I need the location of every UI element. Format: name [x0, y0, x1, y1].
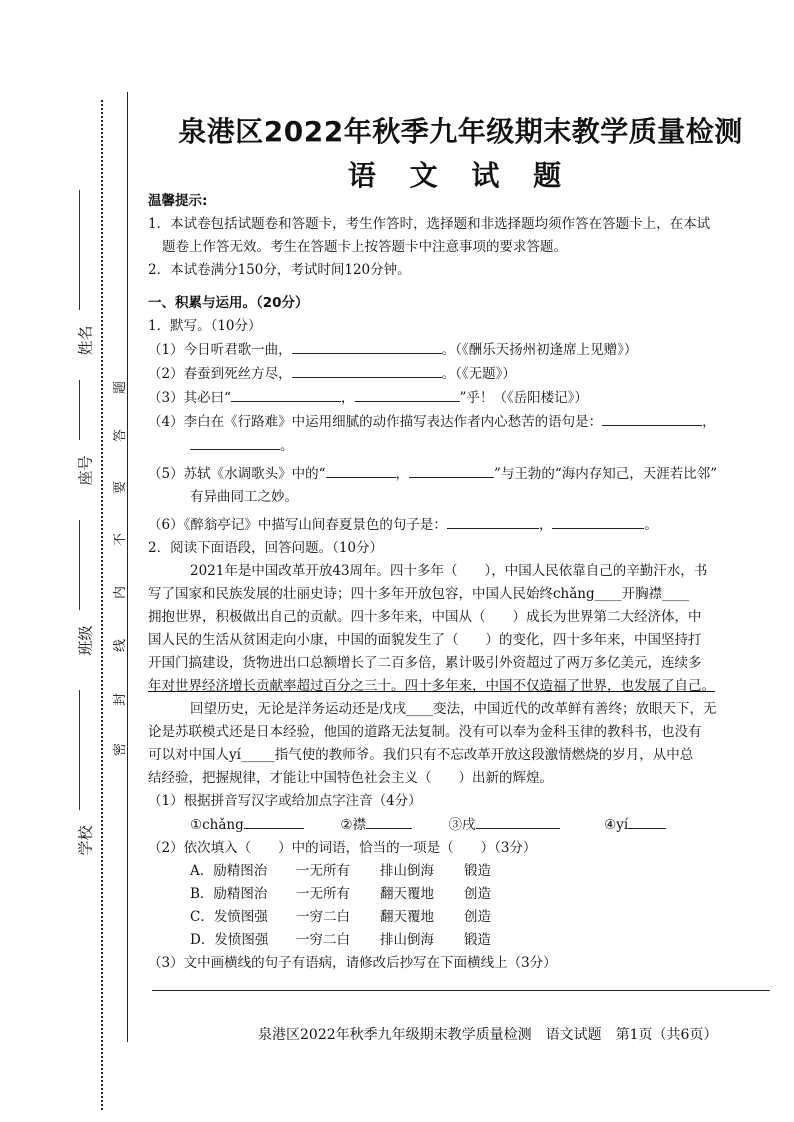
field-class[interactable]: 班级	[56, 520, 96, 670]
question-2-stem: 2．阅读下面语段，回答问题。（10分）	[148, 540, 384, 556]
field-seat[interactable]: 座号	[56, 380, 96, 510]
answer-line[interactable]	[152, 990, 770, 991]
seal-char: 内	[113, 585, 129, 600]
answer-blank[interactable]	[409, 462, 494, 478]
seal-char: 封	[113, 692, 129, 707]
underlined-sentence: 年对世界经济增长贡献率超过百分之三十。四十多年来，中国不仅造福了世界，也发展了自己。	[148, 678, 715, 694]
field-school[interactable]: 学校	[56, 690, 96, 870]
section-heading: 一、积累与运用。（20分）	[148, 295, 309, 311]
answer-blank[interactable]	[476, 813, 560, 829]
answer-blank[interactable]	[447, 513, 539, 529]
page-footer: 泉港区2022年秋季九年级期末教学质量检测 语文试题 第1页（共6页）	[258, 1027, 718, 1043]
option-a[interactable]: A．励精图治 一无所有 排山倒海 锻造	[190, 863, 491, 879]
answer-blank[interactable]	[602, 410, 702, 426]
q1-item-3: （3）其必曰“ ， ”乎！（《岳阳楼记》）	[148, 386, 773, 410]
answer-blank[interactable]	[552, 513, 644, 529]
pinyin-answers: ①chǎng ②襟 ③戌 ④yí	[148, 813, 773, 837]
q2-sub3: （3）文中画横线的句子有语病，请修改后抄写在下面横线上（3分）	[148, 955, 557, 971]
exam-title: 泉港区2022年秋季九年级期末教学质量检测	[178, 115, 743, 148]
answer-blank[interactable]	[244, 813, 304, 829]
option-b[interactable]: B．励精图治 一无所有 翻天覆地 创造	[190, 886, 491, 902]
q1-item-4: （4）李白在《行路难》中运用细腻的动作描写表达作者内心愁苦的语句是： ，	[148, 410, 773, 434]
seal-char: 要	[113, 480, 129, 495]
q1-item-6: （6）《醉翁亭记》中描写山间春夏景色的句子是： ， 。	[148, 513, 773, 537]
answer-blank[interactable]	[292, 338, 442, 354]
option-d[interactable]: D．发愤图强 一穷二白 排山倒海 锻造	[190, 932, 491, 948]
seal-char: 密	[113, 742, 129, 757]
binding-dotted-line	[101, 100, 103, 1110]
seal-char: 题	[113, 380, 129, 395]
question-1-stem: 1．默写。（10分）	[148, 318, 262, 334]
binding-solid-line	[127, 92, 128, 1042]
section-1: 一、积累与运用。（20分） 1．默写。（10分） （1）今日听君歌一曲， 。（《酬乐天扬州初逢席上见赠》） （2）春蚕到死丝方尽， 。（《无题》） （3）其必曰“ ， ”乎！（《岳阳楼记》） （4）李白在《行路难》中运用细腻的动作描写表达作者内心愁苦的语句是： ， 。 （5）苏轼《水调歌头》中的“ ， ”与王勃的“海内存知己，天涯若比邻” 有异曲同工之妙。 （6）《醉翁亭记》中描写山间春夏景色的句子是： ， 。 2．阅读下面语段，回答问题。（10分） 2021年是中国改革开放43周年。四十多年（ ），中国人民依靠自己的辛勤汗水，书 写了国家和民族发展的壮丽史诗；四十多年开放包容，中国人民始终chǎng____开胸襟____ 拥抱世界，积极做出自己的贡献。四十多年来，中国从（ ）成长为世界第二大经济体，中 国人民的生活从贫困走向小康，中国的面貌发生了（ ）的变化，四十多年来，中国坚持打 开国门搞建设，货物进出口总额增长了二百多倍，累计吸引外资超过了两万多亿美元，连续多 年对世界经济增长贡献率超过百分之三十。四十多年来，中国不仅造福了世界，也发展了自己。 回望历史，无论是洋务运动还是戊戌____变法，中国近代的改革鲜有善终；放眼天下，无 论是苏联模式还是日本经验，他国的道路无法复制。没有可以奉为金科玉律的教科书，也没有 可以对中国人yí_____指气使的教师爷。我们只有不忘改革开放这段激情燃烧的岁月，从中总 结经验，把握规律，才能让中国特色社会主义（ ）出新的辉煌。 （1）根据拼音写汉字或给加点字注音（4分） ①chǎng ②襟 ③戌 ④yí （2）依次填入（ ）中的词语，恰当的一项是（ ）（3分） A．励精图治 一无所有 排山倒海 锻造 B．励精图治 一无所有 翻天覆地 创造 C．发愤图强 一穷二白 翻天覆地 创造 D．发愤图强 一穷二白 排山倒海 锻造 （3）文中画横线的句子有语病，请修改后抄写在下面横线上（3分）	[148, 292, 773, 975]
q1-item-5: （5）苏轼《水调歌头》中的“ ， ”与王勃的“海内存知己，天涯若比邻”	[148, 462, 773, 486]
seal-char: 不	[113, 532, 129, 547]
answer-blank[interactable]	[326, 462, 396, 478]
exam-subtitle: 语 文 试 题	[347, 159, 574, 192]
q1-item-1: （1）今日听君歌一曲， 。（《酬乐天扬州初逢席上见赠》）	[148, 338, 773, 362]
q1-item-2: （2）春蚕到死丝方尽， 。（《无题》）	[148, 362, 773, 386]
answer-blank[interactable]	[628, 813, 666, 829]
answer-blank[interactable]	[355, 386, 460, 402]
answer-blank[interactable]	[366, 813, 412, 829]
answer-blank[interactable]	[190, 434, 280, 450]
q2-sub2: （2）依次填入（ ）中的词语，恰当的一项是（ ）（3分）	[148, 840, 537, 856]
seal-char: 线	[113, 638, 129, 653]
option-c[interactable]: C．发愤图强 一穷二白 翻天覆地 创造	[190, 909, 491, 925]
seal-char: 答	[113, 428, 129, 443]
answer-blank[interactable]	[292, 362, 442, 378]
field-name[interactable]: 姓名	[56, 190, 96, 370]
answer-blank[interactable]	[231, 386, 341, 402]
notice: 温馨提示: 1．本试卷包括试题卷和答题卡，考生作答时，选择题和非选择题均须作答在答题卡上，在本试 题卷上作答无效。考生在答题卡上按答题卡中注意事项的要求答题。 2．本试卷满分150分，考试时间120分钟。	[148, 193, 711, 278]
q2-sub1: （1）根据拼音写汉字或给加点字注音（4分）	[148, 793, 422, 809]
